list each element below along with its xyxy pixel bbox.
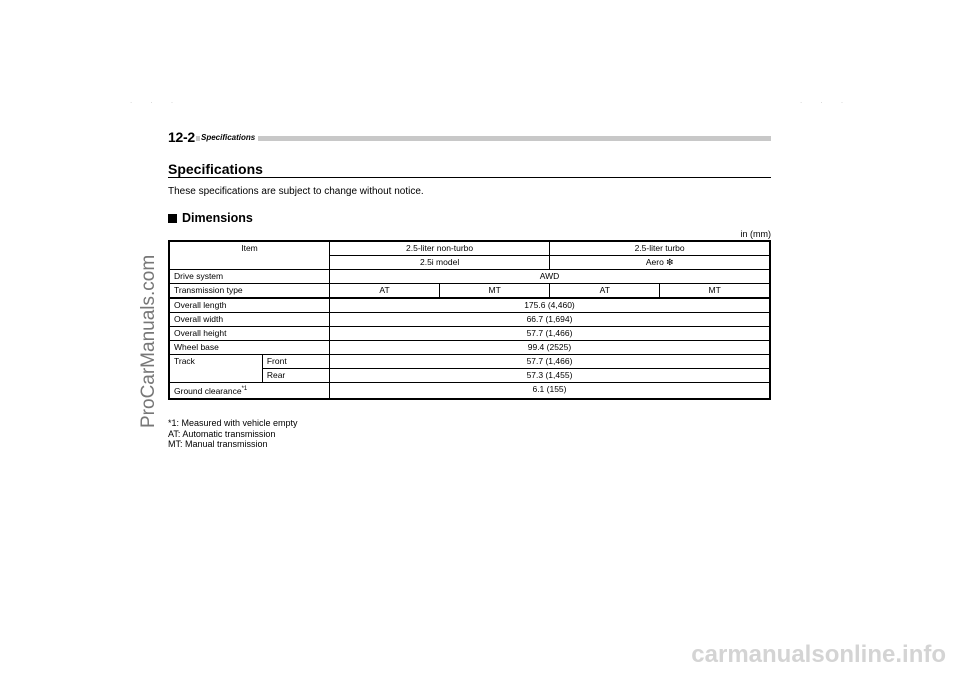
header-non-turbo: 2.5-liter non-turbo <box>329 241 549 256</box>
side-watermark <box>134 254 164 428</box>
row-value: AT <box>550 284 660 299</box>
row-label <box>169 383 329 399</box>
dimensions-table <box>168 240 771 400</box>
table-row <box>169 341 770 355</box>
row-label: Overall height <box>169 327 329 341</box>
side-watermark-text: ProCarManuals.com <box>138 254 159 428</box>
row-value: 66.7 (1,694) <box>329 313 770 327</box>
square-bullet-icon <box>168 214 177 223</box>
units-label: in (mm) <box>740 229 771 239</box>
table-row <box>169 284 770 299</box>
row-label: Track <box>169 355 262 383</box>
header-bar <box>196 136 771 141</box>
row-value: 175.6 (4,460) <box>329 298 770 313</box>
row-label: Overall width <box>169 313 329 327</box>
notice-text: These specifications are subject to change without notice. <box>168 186 424 197</box>
ground-clearance-label: Ground clearance <box>174 385 242 396</box>
bottom-watermark: carmanualsonline.info <box>691 641 946 668</box>
row-sublabel: Rear <box>262 369 329 383</box>
table-row <box>169 327 770 341</box>
row-label: Transmission type <box>169 284 329 299</box>
row-label: Overall length <box>169 298 329 313</box>
header-item: Item <box>169 241 329 270</box>
row-value: 6.1 (155) <box>329 383 770 399</box>
row-value: AT <box>329 284 439 299</box>
title-rule <box>168 177 771 178</box>
dimensions-heading-label: Dimensions <box>182 211 253 225</box>
header-section-label: Specifications <box>200 133 258 143</box>
crop-mark-left: . . . <box>130 96 182 105</box>
row-label: Drive system <box>169 270 329 284</box>
row-value: MT <box>660 284 770 299</box>
table-row <box>169 383 770 399</box>
table-row <box>169 355 770 369</box>
row-value: AWD <box>329 270 770 284</box>
model-turbo: Aero ❇ <box>550 256 770 270</box>
table-header-row <box>169 241 770 256</box>
footnotes <box>168 418 298 450</box>
row-value: MT <box>440 284 550 299</box>
footnote: AT: Automatic transmission <box>168 428 276 439</box>
model-non-turbo: 2.5i model <box>329 256 549 270</box>
table-row <box>169 313 770 327</box>
footnote: MT: Manual transmission <box>168 439 268 449</box>
row-sublabel: Front <box>262 355 329 369</box>
footnote-ref: *1 <box>241 386 248 392</box>
page-number: 12-2 <box>168 129 195 145</box>
footnote: *1: Measured with vehicle empty <box>168 418 298 428</box>
header-turbo: 2.5-liter turbo <box>550 241 770 256</box>
row-value: 99.4 (2525) <box>329 341 770 355</box>
row-value: 57.7 (1,466) <box>329 327 770 341</box>
page-title: Specifications <box>168 161 263 177</box>
row-value: 57.3 (1,455) <box>329 369 770 383</box>
crop-mark-right: . . . <box>800 96 852 105</box>
table-row <box>169 298 770 313</box>
dimensions-heading <box>168 211 253 225</box>
row-value: 57.7 (1,466) <box>329 355 770 369</box>
row-label: Wheel base <box>169 341 329 355</box>
table-row <box>169 270 770 284</box>
